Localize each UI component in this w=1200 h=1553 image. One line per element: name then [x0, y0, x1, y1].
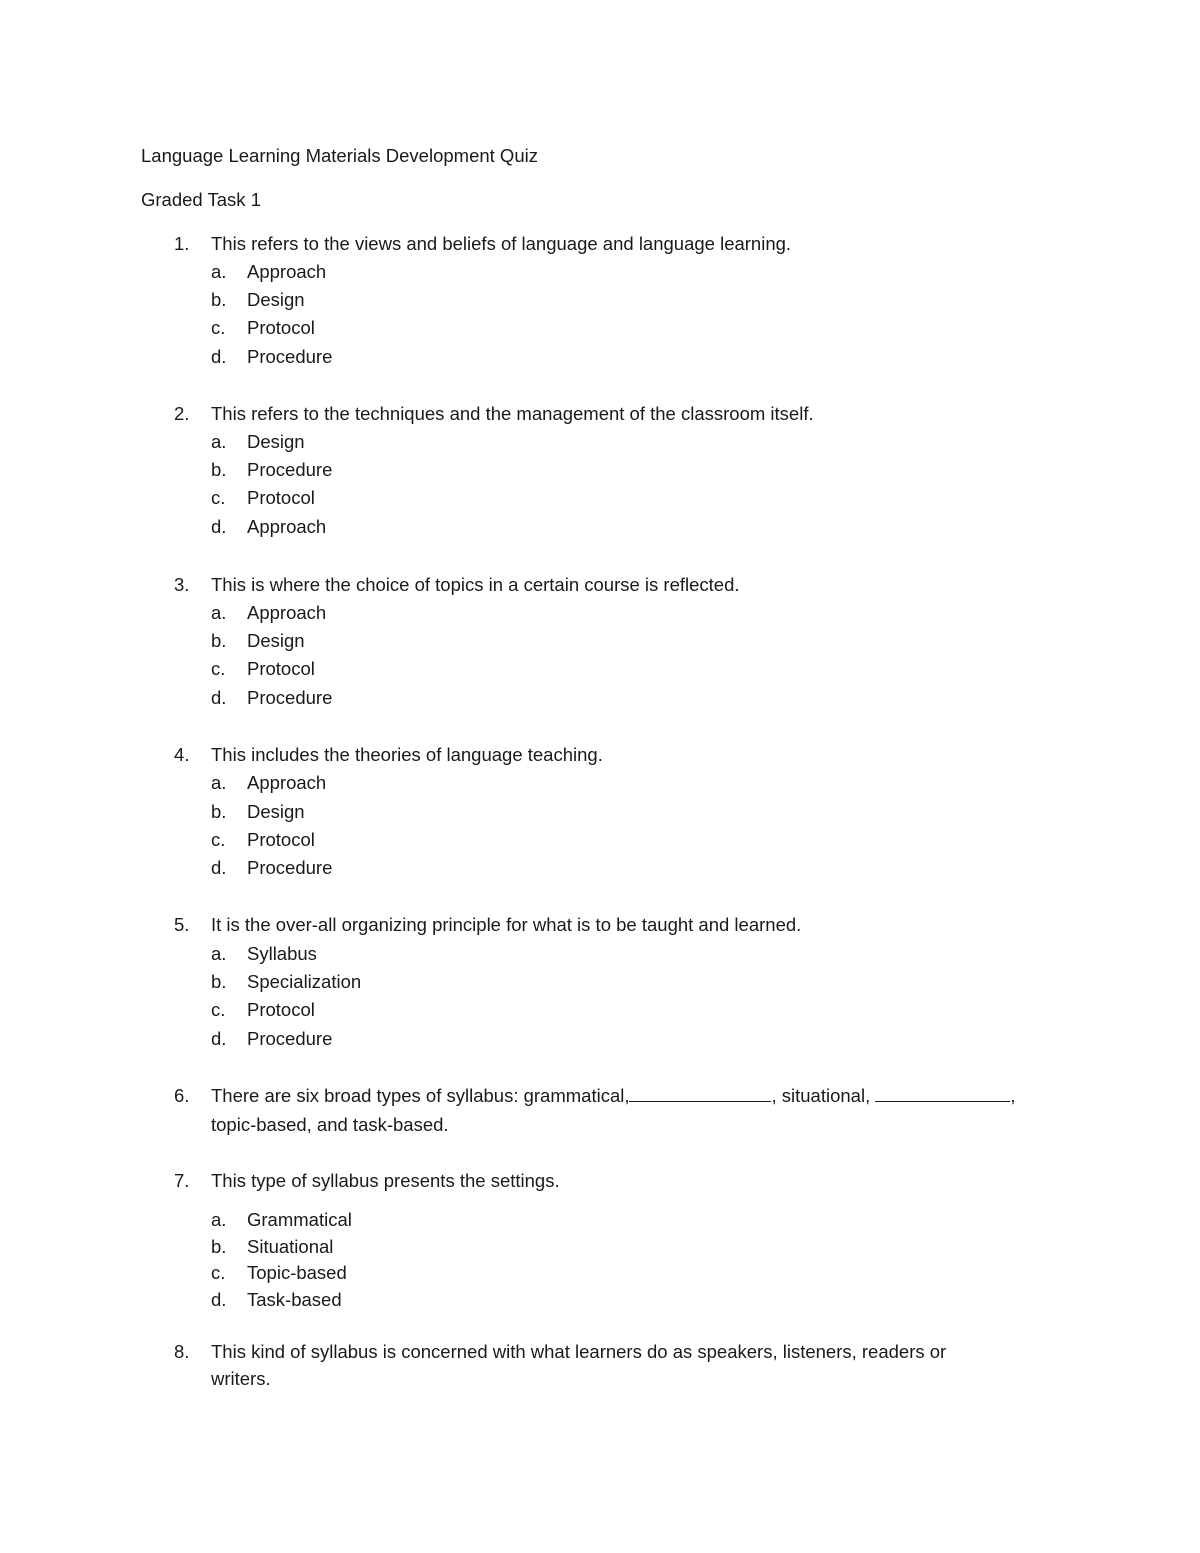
option-text: Task-based — [247, 1289, 342, 1310]
option-label: a. — [211, 1209, 227, 1230]
option-text: Situational — [247, 1236, 334, 1257]
option-label: d. — [211, 687, 227, 708]
option-text: Design — [247, 630, 305, 651]
option-label: c. — [211, 1262, 226, 1283]
question-number: 7. — [174, 1170, 190, 1191]
question-text: This kind of syllabus is concerned with what learners do as speakers, listeners, readers or — [211, 1341, 947, 1362]
option-label: a. — [211, 261, 227, 282]
option-text: Protocol — [247, 487, 315, 508]
question-text-part: , situational, — [771, 1085, 871, 1106]
option-text: Approach — [247, 772, 327, 793]
question-number: 2. — [174, 403, 190, 424]
question-number: 4. — [174, 744, 190, 765]
question-text-continued: topic-based, and task-based. — [211, 1114, 449, 1135]
option-text: Design — [247, 289, 305, 310]
document-title: Language Learning Materials Development Quiz — [141, 145, 538, 166]
question-text-part: There are six broad types of syllabus: grammatical, — [211, 1085, 630, 1106]
document-subtitle: Graded Task 1 — [141, 189, 261, 210]
option-label: b. — [211, 459, 227, 480]
option-text: Procedure — [247, 459, 333, 480]
question-text: This type of syllabus presents the settings. — [211, 1170, 560, 1191]
question-number: 1. — [174, 233, 190, 254]
option-text: Protocol — [247, 317, 315, 338]
option-label: d. — [211, 516, 227, 537]
option-label: a. — [211, 431, 227, 452]
option-text: Protocol — [247, 658, 315, 679]
option-label: c. — [211, 317, 226, 338]
answer-blank[interactable] — [629, 1085, 771, 1102]
option-text: Procedure — [247, 687, 333, 708]
question-number: 8. — [174, 1341, 190, 1362]
option-text: Approach — [247, 261, 327, 282]
option-label: b. — [211, 630, 227, 651]
question-text — [211, 1084, 1016, 1108]
answer-blank[interactable] — [875, 1085, 1010, 1102]
option-label: b. — [211, 971, 227, 992]
option-text: Procedure — [247, 346, 333, 367]
option-label: d. — [211, 1289, 227, 1310]
option-text: Specialization — [247, 971, 362, 992]
option-label: d. — [211, 857, 227, 878]
option-label: b. — [211, 801, 227, 822]
option-label: a. — [211, 772, 227, 793]
option-text: Syllabus — [247, 943, 317, 964]
option-text: Procedure — [247, 857, 333, 878]
question-text: This refers to the techniques and the management of the classroom itself. — [211, 403, 814, 424]
option-label: d. — [211, 1028, 227, 1049]
option-text: Procedure — [247, 1028, 333, 1049]
option-label: b. — [211, 289, 227, 310]
option-text: Protocol — [247, 829, 315, 850]
question-text: It is the over-all organizing principle for what is to be taught and learned. — [211, 914, 802, 935]
option-text: Grammatical — [247, 1209, 352, 1230]
question-text-part: , — [1010, 1085, 1016, 1106]
option-label: c. — [211, 999, 226, 1020]
option-text: Design — [247, 801, 305, 822]
question-text-continued: writers. — [211, 1368, 271, 1389]
question-text: This refers to the views and beliefs of language and language learning. — [211, 233, 792, 254]
option-label: a. — [211, 602, 227, 623]
question-number: 5. — [174, 914, 190, 935]
option-label: a. — [211, 943, 227, 964]
question-number: 6. — [174, 1085, 190, 1106]
option-text: Approach — [247, 516, 327, 537]
question-number: 3. — [174, 574, 190, 595]
option-label: c. — [211, 658, 226, 679]
option-text: Topic-based — [247, 1262, 347, 1283]
option-label: b. — [211, 1236, 227, 1257]
question-text: This includes the theories of language teaching. — [211, 744, 603, 765]
option-label: c. — [211, 829, 226, 850]
option-label: d. — [211, 346, 227, 367]
option-label: c. — [211, 487, 226, 508]
option-text: Protocol — [247, 999, 315, 1020]
question-text: This is where the choice of topics in a certain course is reflected. — [211, 574, 740, 595]
option-text: Design — [247, 431, 305, 452]
option-text: Approach — [247, 602, 327, 623]
